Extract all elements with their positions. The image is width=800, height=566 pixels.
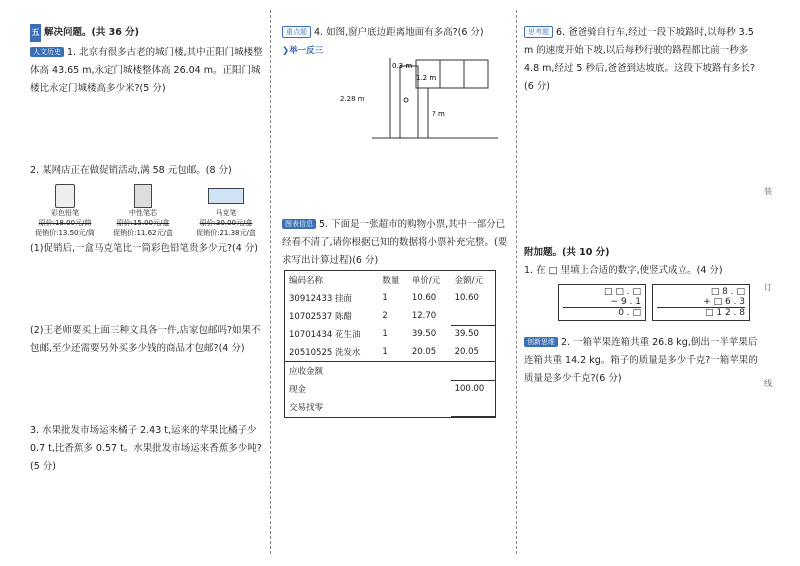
column-header: 金额/元 [454, 276, 483, 286]
dim-label-height: 2.28 m [340, 95, 365, 103]
question-4 [282, 24, 512, 42]
question-2-intro: 2. 某网店正在做促销活动,满 58 元包邮。(8 分) [30, 165, 232, 176]
table-row: 10702537 陈醋 2 12.70 [285, 307, 495, 325]
related-practice-link[interactable] [282, 42, 323, 60]
product-orig-price: 原价:18.00元/筒 [38, 219, 92, 227]
column-divider [270, 10, 271, 554]
product-card [30, 184, 100, 238]
calc-line: □ □ . □ [604, 287, 641, 297]
arrow-icon: ❯ [282, 46, 290, 56]
column-header: 数量 [382, 276, 400, 286]
calc-line: 0 . □ [618, 308, 641, 318]
question-tag: 图表信息 [282, 219, 316, 229]
receipt-footer-row: 交易找零 [285, 398, 495, 416]
product-name: 马克笔 [215, 209, 237, 217]
table-row: 20510525 洗发水 1 20.05 20.05 [285, 343, 495, 362]
question-3: 3. 水果批发市场运来橘子 2.43 t,运来的苹果比橘子少 0.7 t,比香蕉多 0.57 t。水果批发市场运来香蕉多少吨?(5 分) [30, 425, 262, 472]
product-sale-price: 促销价:11.62元/盒 [113, 229, 173, 237]
question-5 [282, 216, 512, 270]
product-card [108, 184, 178, 238]
product-sale-price: 促销价:21.38元/盒 [196, 229, 256, 237]
binding-mark: 订 [764, 283, 772, 292]
section-title-text: 解决问题。(共 36 分) [44, 27, 140, 38]
receipt [284, 270, 496, 418]
question-tag: 人文历史 [30, 47, 64, 57]
product-name: 彩色铅笔 [51, 209, 79, 217]
window-diagram [372, 58, 502, 140]
column-right [524, 0, 766, 566]
vertical-subtraction [558, 284, 646, 321]
binding-mark: 线 [764, 379, 772, 388]
product-name: 中性笔芯 [129, 209, 157, 217]
question-tag: 创新思维 [524, 337, 558, 347]
column-divider [516, 10, 517, 554]
extra-question-1: 1. 在 □ 里填上合适的数字,使竖式成立。(4 分) [524, 265, 723, 276]
calc-line: □ 8 . □ [710, 287, 745, 297]
question-tag: 重点题 [282, 26, 311, 38]
table-row: 10701434 花生油 1 39.50 39.50 [289, 329, 479, 340]
question-1 [30, 44, 268, 98]
column-header: 编码名称 [289, 276, 324, 286]
table-header-row [285, 271, 495, 289]
pencil-tube-icon [55, 184, 75, 208]
product-sale-price: 促销价:13.50元/筒 [35, 229, 95, 237]
column-header: 单价/元 [411, 276, 441, 286]
calc-line: − 9 . 1 [563, 297, 641, 308]
pen-refill-icon [134, 184, 152, 208]
vertical-addition [652, 284, 750, 321]
receipt-table [285, 271, 495, 417]
question-2-sub2: (2)王老师要买上面三种文具各一件,店家包邮吗?如果不包邮,至少还需要另外买多少钱的商品才包邮?(4 分) [30, 325, 261, 354]
product-orig-price: 原价:15.00元/盒 [116, 219, 170, 227]
dim-label: 1.2 m [416, 74, 437, 82]
question-6-text: 6. 爸爸骑自行车,经过一段下坡路时,以每秒 3.5 m 的速度开始下坡,以后每秒行驶的路程都比前一秒多4.8 m,经过 5 秒后,爸爸到达坡底。这段下坡路有多长?(6 分) [524, 27, 756, 92]
question-4-text: 4. 如图,窗户底边距离地面有多高?(6 分) [314, 27, 484, 38]
extra-question-2 [524, 334, 760, 388]
product-card [186, 184, 266, 238]
product-orig-price: 原价:30.00元/盒 [199, 219, 253, 227]
table-row: 30912433 挂面 1 10.60 10.60 [289, 293, 479, 304]
calc-line: + □ 6 . 3 [657, 297, 745, 308]
question-1-text: 1. 北京有很多古老的城门楼,其中正阳门城楼整体高 43.65 m,永定门城楼整体高 26.04 m。正阳门城楼比永定门城楼高多少米?(5 分) [30, 47, 263, 94]
dim-label: 0.3 m [392, 62, 413, 70]
extra-section-title: 附加题。(共 10 分) [524, 247, 610, 258]
binding-mark: 装 [764, 187, 772, 196]
column-left [30, 0, 268, 566]
extra-question-2-text: 2. 一箱苹果连箱共重 26.8 kg,倒出一半苹果后连箱共重 14.2 kg。箱子的质量是多少千克?一箱苹果的质量是多少千克?(6 分) [524, 337, 758, 384]
question-5-text: 5. 下面是一张超市的购物小票,其中一部分已经看不清了,请你根据已知的数据将小票补充完整。(要求写出计算过程)(6 分) [282, 219, 508, 266]
question-tag: 思考题 [524, 26, 553, 38]
section-title [30, 24, 268, 42]
column-middle [282, 0, 512, 566]
question-2-sub1: (1)促销后,一盒马克笔比一筒彩色铅笔贵多少元?(4 分) [30, 243, 258, 254]
related-practice-label: 举一反三 [289, 46, 324, 56]
question-6 [524, 24, 760, 96]
dim-label: ? m [432, 110, 445, 118]
section-number: 五 [30, 24, 41, 42]
calc-line: □ 1 2 . 8 [705, 308, 745, 318]
marker-box-icon [208, 188, 244, 204]
receipt-footer-row: 现金 100.00 [289, 384, 485, 395]
receipt-footer-row: 应收金额 [285, 362, 495, 381]
